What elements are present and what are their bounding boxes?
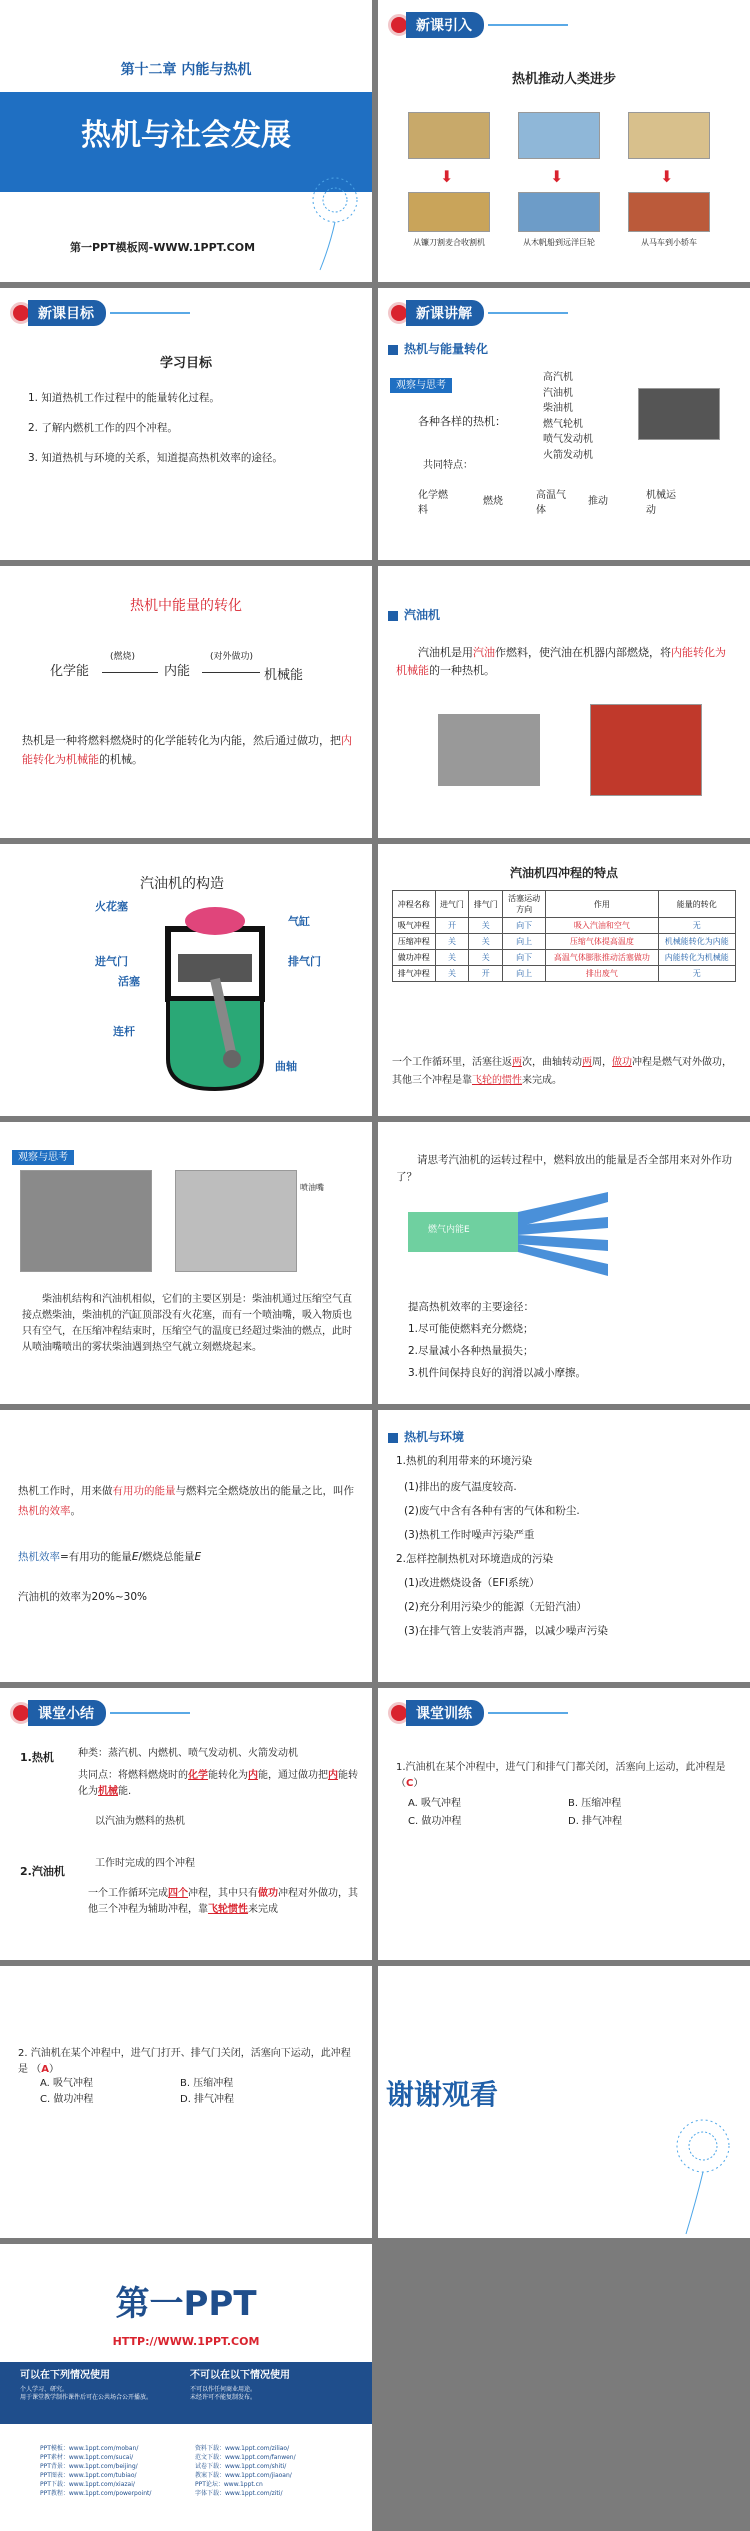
table-row: 吸气冲程 开 关 向下 吸入汽油和空气 无	[393, 918, 736, 934]
dandelion-icon	[290, 165, 370, 275]
energy-mechanical: 机械能	[264, 668, 304, 683]
harvester-image	[408, 192, 490, 232]
caption: 从木帆船到远洋巨轮	[523, 238, 595, 247]
sub-header: 汽油机	[388, 606, 440, 624]
gasoline-efficiency: 汽油机的效率为20%~30%	[18, 1591, 147, 1603]
footer-site: 第一PPT模板网-WWW.1PPT.COM	[70, 241, 256, 254]
diesel-text: 柴油机结构和汽油机相似，它们的主要区别是：柴油机通过压缩空气直接点燃柴油，柴油机的汽缸顶部没有火花塞，而有一个喷油嘴，吸入物质也只有空气，在压缩冲程结束时，压缩空气的温度已经超过柴油的燃点，此时从喷油嘴喷出的雾状柴油遇到热空气就立刻燃烧起来。	[22, 1294, 352, 1353]
table-row: 排气冲程 关 开 向上 排出废气 无	[393, 966, 736, 982]
option: C. 做功冲程	[408, 1816, 462, 1827]
env-item: (3)热机工作时噪声污染严重	[404, 1529, 535, 1541]
slide-practice	[378, 1688, 750, 1960]
slide-conversion	[0, 566, 372, 838]
cannot-list: 不可以作任何商业用途。 未经许可不能复制发布。	[190, 2386, 257, 2402]
arrow-down-icon: ⬇	[660, 167, 674, 186]
can-heading: 可以在下列情况使用	[20, 2370, 110, 2381]
summary-note: 工作时完成的四个冲程	[95, 1858, 195, 1869]
goal-item: 1. 知道热机工作过程中的能量转化过程。	[28, 392, 220, 404]
env-item: 2.怎样控制热机对环境造成的污染	[396, 1553, 554, 1565]
efficiency-formula: 热机效率=有用功的能量E/燃烧总能量E	[18, 1551, 202, 1563]
links-left: PPT模板：www.1ppt.com/moban/ PPT素材：www.1ppt.com/sucai/ PPT背景：www.1ppt.com/beijing/ PPT图表：www.1ppt.com/tubiao/ PPT下载：www.1ppt.com/xiazai/ PPT教程：www.1ppt.com/powerpoint/	[40, 2445, 152, 2497]
chapter-label: 第十二章 内能与热机	[120, 62, 252, 78]
structure-title: 汽油机的构造	[140, 876, 224, 892]
ship-image	[518, 192, 600, 232]
engine-image	[590, 704, 702, 796]
env-item: (1)排出的废气温度较高.	[404, 1481, 517, 1493]
trait: 推动	[588, 496, 608, 507]
goals-heading: 学习目标	[159, 356, 212, 371]
locomotive-image	[638, 388, 720, 440]
brand-url: HTTP://WWW.1PPT.COM	[112, 2335, 260, 2348]
goal-item: 2. 了解内燃机工作的四个冲程。	[28, 422, 178, 434]
sailboat-image	[518, 112, 600, 159]
slide-environment	[378, 1410, 750, 1682]
summary-heading: 2.汽油机	[20, 1865, 65, 1878]
part-label: 活塞	[118, 975, 140, 988]
conversion-text: 热机是一种将燃料燃烧时的化学能转化为内能，然后通过做功，把内能转化为机械能的机械。	[22, 734, 352, 766]
flow-output: 废气带走	[614, 1240, 642, 1248]
summary-strokes: 一个工作循环完成四个冲程，其中只有做功冲程对外做功，其他三个冲程为辅助冲程，靠飞轮惯性来完成	[88, 1888, 358, 1915]
brand-logo: 第一PPT	[115, 2284, 257, 2324]
way-item: 1.尽可能使燃料充分燃烧；	[408, 1323, 534, 1335]
slide-energy	[378, 288, 750, 560]
trait: 燃烧	[483, 496, 503, 507]
way-item: 2.尽量减小各种热量损失；	[408, 1345, 534, 1357]
engine-image	[438, 714, 540, 786]
slide-goals	[0, 288, 372, 560]
cannot-heading: 不可以在以下情况使用	[190, 2370, 290, 2381]
slide-title	[0, 0, 372, 282]
strokes-title: 汽油机四冲程的特点	[509, 866, 618, 880]
label-engines: 各种各样的热机：	[418, 415, 506, 428]
way-item: 3.机件间保持良好的润滑以减小摩擦。	[408, 1367, 587, 1379]
slide-structure	[0, 844, 372, 1116]
dandelion-icon	[658, 2106, 748, 2236]
sub-header: 热机与能量转化	[388, 340, 488, 358]
slide-diesel	[0, 1122, 372, 1404]
option: D. 排气冲程	[568, 1816, 623, 1827]
slide-intro	[378, 0, 750, 282]
arrow-down-icon: ⬇	[550, 167, 564, 186]
energy-internal: 内能	[164, 664, 191, 679]
part-label: 火花塞	[95, 900, 128, 913]
flow-output: 摩擦损耗	[614, 1264, 642, 1272]
ways-heading: 提高热机效率的主要途径：	[408, 1301, 534, 1313]
summary-kinds: 种类：蒸汽机、内燃机、喷气发动机、火箭发动机	[78, 1748, 298, 1759]
table-header-row: 冲程名称 进气门 排气门 活塞运动方向 作用 能量的转化	[393, 891, 736, 918]
env-item: 1.热机的利用带来的环境污染	[396, 1455, 533, 1467]
sub-header: 热机与环境	[388, 1428, 464, 1446]
diesel-cutaway-image	[175, 1170, 297, 1272]
slide-credits	[0, 2244, 372, 2531]
slide-summary	[0, 1688, 372, 1960]
summary-note: 以汽油为燃料的热机	[95, 1816, 185, 1827]
efficiency-definition: 热机工作时，用来做有用功的能量与燃料完全燃烧放出的能量之比，叫作热机的效率。	[18, 1485, 354, 1517]
strokes-table	[392, 890, 736, 982]
summary-heading: 1.热机	[20, 1751, 54, 1764]
think-question: 请思考汽油机的运转过程中，燃料放出的能量是否全部用来对外作功了？	[396, 1154, 732, 1183]
caption: 从镰刀割麦合收割机	[413, 238, 485, 247]
slide-practice-2	[0, 1966, 372, 2238]
summary-common: 共同点：将燃料燃烧时的化学能转化为内能，通过做功把内能转化为机械能.	[78, 1770, 358, 1797]
env-item: (2)充分利用污染少的能源（无铅汽油）	[404, 1601, 587, 1613]
question: 1.汽油机在某个冲程中，进气门和排气门都关闭，活塞向上运动，此冲程是 （C）	[396, 1762, 726, 1789]
part-label: 连杆	[113, 1025, 135, 1038]
option: D. 排气冲程	[180, 2094, 235, 2105]
env-item: (3)在排气管上安装消声器，以减少噪声污染	[404, 1625, 608, 1637]
energy-chemical: 化学能	[50, 664, 90, 679]
conversion-title: 热机中能量的转化	[130, 598, 242, 614]
arrow-line	[102, 672, 158, 673]
flow-output: 有用机械能	[614, 1189, 649, 1197]
slide-thanks	[378, 1966, 750, 2238]
arrow-label: (燃烧)	[110, 652, 136, 662]
observe-badge: 观察与思考	[12, 1150, 74, 1165]
part-label: 曲轴	[275, 1060, 297, 1073]
thanks-title: 谢谢观看	[386, 2078, 499, 2111]
injector-label: 喷油嘴	[300, 1183, 324, 1192]
option: A. 吸气冲程	[408, 1798, 462, 1809]
square-icon	[388, 345, 398, 355]
flow-output: 散热损失	[614, 1215, 642, 1223]
arrow-down-icon: ⬇	[440, 167, 454, 186]
option: C. 做功冲程	[40, 2094, 94, 2105]
label-common: 共同特点：	[423, 460, 473, 471]
slide-header: 课堂小结	[28, 1700, 106, 1726]
slide-header: 新课引入	[406, 12, 484, 38]
trait: 机械运动	[646, 490, 676, 516]
caption: 从马车到小轿车	[641, 238, 697, 247]
diesel-engine-image	[20, 1170, 152, 1272]
farming-image	[408, 112, 490, 159]
trait: 化学燃料	[418, 490, 448, 516]
env-item: (1)改进燃烧设备（EFI系统）	[404, 1577, 540, 1589]
slide-efficiency-def	[0, 1410, 372, 1682]
option: B. 压缩冲程	[180, 2078, 234, 2089]
arrow-label: (对外做功)	[210, 652, 254, 662]
slide-efficiency-ways	[378, 1122, 750, 1404]
part-label: 进气门	[95, 955, 128, 968]
slide-header: 新课讲解	[406, 300, 484, 326]
arrow-line	[202, 672, 260, 673]
option: B. 压缩冲程	[568, 1798, 622, 1809]
car-image	[628, 192, 710, 232]
strokes-note: 一个工作循环里，活塞往返两次，曲轴转动两周，做功冲程是燃气对外做功，其他三个冲程是靠飞轮的惯性来完成。	[392, 1057, 732, 1086]
trait: 高温气体	[536, 490, 566, 516]
flow-label: 燃气内能E	[428, 1225, 470, 1235]
slide-header: 课堂训练	[406, 1700, 484, 1726]
answer: A	[41, 2064, 49, 2075]
part-label: 气缸	[288, 915, 310, 928]
slide-subtitle: 热机推动人类进步	[511, 72, 616, 87]
observe-badge: 观察与思考	[390, 378, 452, 393]
square-icon	[388, 1433, 398, 1443]
gasoline-text: 汽油机是用汽油作燃料，使汽油在机器内部燃烧，将内能转化为机械能的一种热机。	[396, 646, 726, 677]
answer: C	[406, 1778, 414, 1789]
slide-header: 新课目标	[28, 300, 106, 326]
links-right: 资料下载：www.1ppt.com/ziliao/ 范文下载：www.1ppt.com/fanwen/ 试卷下载：www.1ppt.com/shiti/ 教案下载：www.1ppt.com/jiaoan/ PPT论坛：www.1ppt.cn 字体下载：www.1ppt.com/ziti/	[195, 2445, 296, 2497]
table-row: 压缩冲程 关 关 向上 压缩气体提高温度 机械能转化为内能	[393, 934, 736, 950]
question: 2. 汽油机在某个冲程中，进气门打开、排气门关闭，活塞向下运动，此冲程是 （A）	[18, 2048, 351, 2075]
env-item: (2)废气中含有各种有害的气体和粉尘.	[404, 1505, 580, 1517]
heat-engine-list: 高汽机 汽油机 柴油机 燃气轮机 喷气发动机 火箭发动机	[543, 372, 593, 461]
slide-gasoline	[378, 566, 750, 838]
engine-diagram	[150, 899, 280, 1099]
carriage-image	[628, 112, 710, 159]
slide-four-strokes	[378, 844, 750, 1116]
can-list: 个人学习、研究。 用于课堂教学制作课件后可在公共场合公开播放。	[20, 2386, 153, 2402]
square-icon	[388, 611, 398, 621]
part-label: 排气门	[288, 955, 321, 968]
option: A. 吸气冲程	[40, 2078, 94, 2089]
main-title: 热机与社会发展	[81, 118, 291, 153]
table-row: 做功冲程 关 关 向下 高温气体膨胀推动活塞做功 内能转化为机械能	[393, 950, 736, 966]
goal-item: 3. 知道热机与环境的关系，知道提高热机效率的途径。	[28, 452, 283, 464]
